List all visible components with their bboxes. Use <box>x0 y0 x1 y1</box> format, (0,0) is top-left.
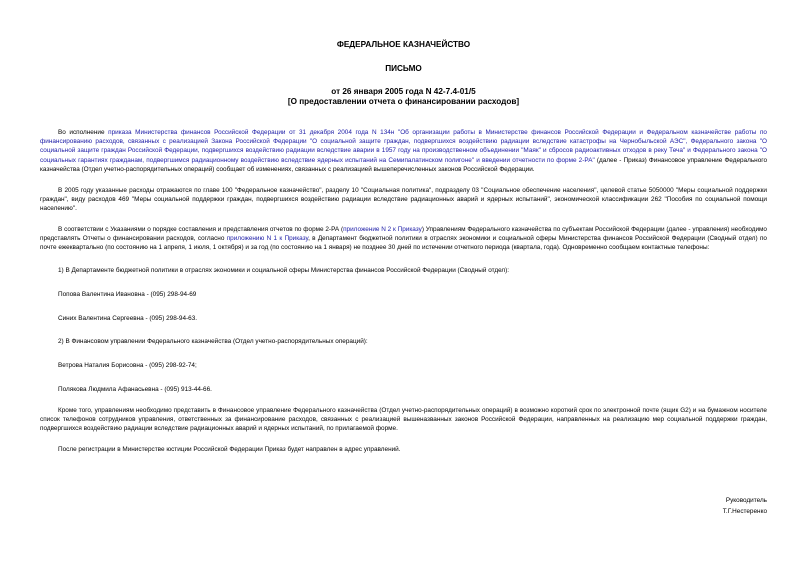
contact-treasury-heading: 2) В Финансовом управлении Федерального казначейства (Отдел учетно-распорядительных операций): <box>58 338 368 346</box>
order-134n-link[interactable]: приказа Министерства финансов Российской Федерации от 31 декабря 2004 года N 134н "Об организации работы в Министерстве финансов Российской Федерации и Федеральном казначействе работы по финансированию расходов, связанных с реализацией Закона Российской Федерации "О социальной защите граждан, подвергшихся воздействию радиации вследствие катастрофы на Чернобыльской АЭС", Федерального закона "О социальной защите граждан Российской Федерации, подвергшихся воздействию радиации вследствие аварии в 1957 году на производственном объединении "Маяк" и сбросов радиоактивных отходов в реку Теча" и Федерального закона "О социальных гарантиях гражданам, подвергшимся радиационному воздействию вследствие ядерных испытаний на Семипалатинском полигоне" и введении отчетности по форме 2-РА" <box>40 129 767 164</box>
signature-name: Т.Г.Нестеренко <box>722 508 767 515</box>
organization-title: ФЕДЕРАЛЬНОЕ КАЗНАЧЕЙСТВО <box>336 40 471 49</box>
paragraph-phone-list-request: Кроме того, управлениям необходимо представить в Финансовое управление Федерального казначейства (Отдел учетно-распорядительных операций) в возможно короткий срок по электронной почте (ящик G2) и на бумажном носителе список телефонов сотрудников управления, ответственных за финансирование расходов, связанных с реализацией вышеназванных законов Российской Федерации, направленных на реализацию мер социальной поддержки граждан, подвергшихся воздействию радиации вследствие радиационных аварий и ядерных испытаний, по прилагаемой форме. <box>40 406 767 433</box>
signature-block <box>723 495 767 517</box>
reporting-text-b: ) Управлениям Федерального казначейства по субъектам Российской Федерации (далее - управления) необходимо представлять Отчеты о финансировании расходов, согласно <box>40 225 767 242</box>
document-date-number: от 26 января 2005 года N 42-7.4-01/5 <box>331 87 476 96</box>
contact-sinikh: Синих Валентина Сергеевна - (095) 298-94-63. <box>58 314 198 322</box>
paragraph-intro-start: Во исполнение <box>58 129 109 136</box>
document-kind: ПИСЬМО <box>385 64 422 73</box>
reporting-text-a: В соответствии с Указаниями о порядке составления и представления отчетов по форме 2-РА ( <box>58 225 344 233</box>
paragraph-budget-classification: В 2005 году указанные расходы отражаются по главе 100 "Федеральное казначейство", разделу 10 "Социальная политика", подразделу 03 "Социальное обеспечение населения", целевой статье 5050000 "Меры социальной поддержки граждан", виду расходов 469 "Меры социальной поддержки граждан, подвергшихся воздействию радиации вследствие радиационных аварий и ядерных испытаний", экономической классификации 262 "Пособия по социальной помощи населению". <box>40 186 767 212</box>
contact-polyakova: Полякова Людмила Афанасьевна - (095) 913-44-66. <box>58 385 212 393</box>
paragraph-intro-end: (далее - Приказ) Финансовое управление Федерального казначейства (Отдел учетно-распорядительных операций) сообщает об изменениях, связанных с реализацией вышеперечисленных законов Российской Федерации. <box>40 156 767 173</box>
paragraph-intro <box>40 128 767 174</box>
paragraph-reporting-instructions <box>40 225 767 253</box>
paragraph-after-registration: После регистрации в Министерстве юстиции Российской Федерации Приказ будет направлен в адрес управлений. <box>58 446 401 454</box>
signature-title: Руководитель <box>725 497 767 504</box>
contact-popova: Попова Валентина Ивановна - (095) 298-94-69 <box>58 290 197 298</box>
contact-vetrova: Ветрова Наталия Борисовна - (095) 298-92-74; <box>58 362 197 370</box>
appendix-2-link[interactable]: приложение N 2 к Приказу <box>343 225 422 233</box>
contact-department-heading: 1) В Департаменте бюджетной политики в отраслях экономики и социальной сферы Министерства финансов Российской Федерации (Сводный отдел): <box>58 267 510 275</box>
document-subject: [О предоставлении отчета о финансировании расходов] <box>287 97 520 106</box>
reporting-text-c: , в Департамент бюджетной политики в отраслях экономики и социальной сферы Министерства финансов Российской Федерации (Сводный отдел) по почте ежеквартально (по состоянию на 1 апреля, 1 июля, 1 октября) и за год (по состоянию на 1 января) не позднее 30 дней по истечении отчетного периода (квартала, года). Одновременно сообщаем контактные телефоны: <box>40 234 767 252</box>
appendix-1-link[interactable]: приложению N 1 к Приказу <box>226 234 309 242</box>
